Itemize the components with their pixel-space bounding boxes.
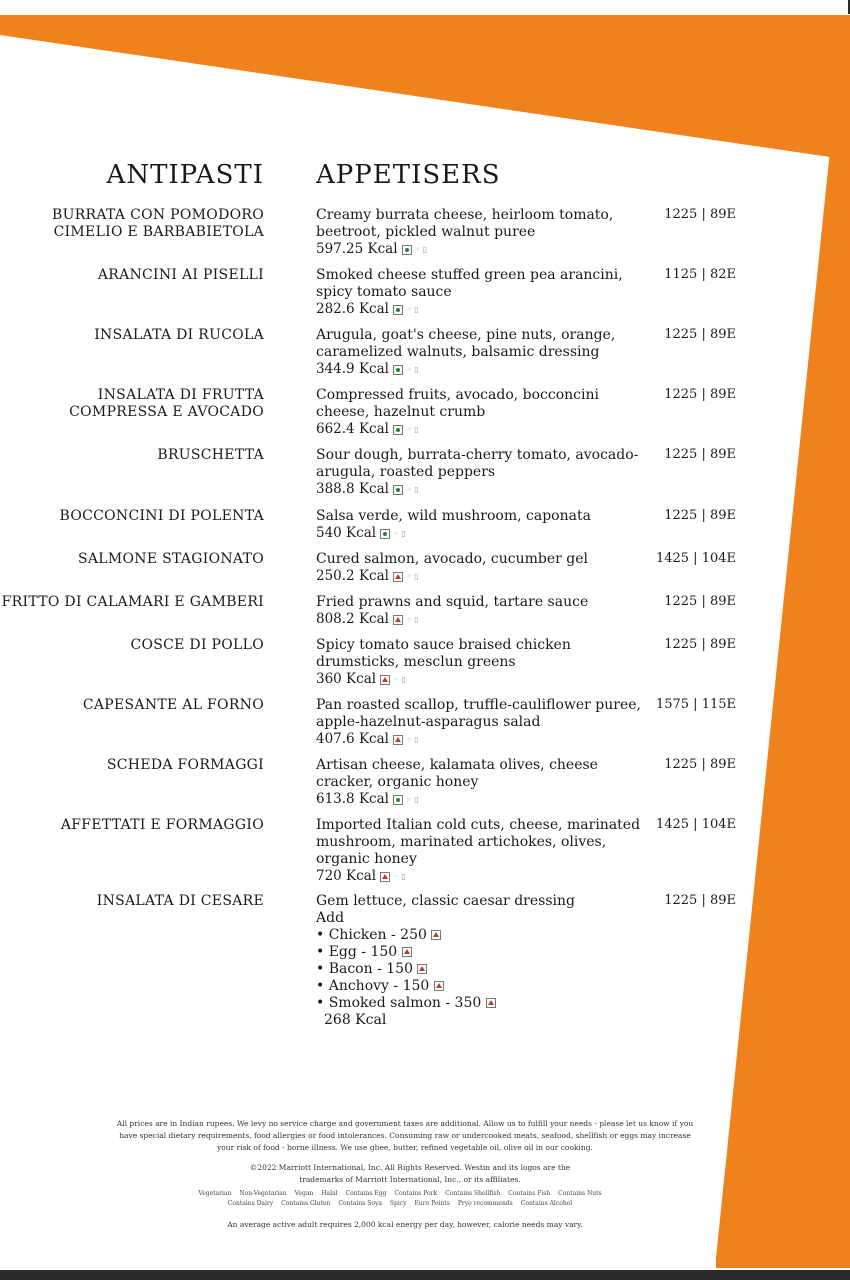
legend-item: Contains Nuts (558, 1190, 602, 1197)
item-kcal: 720 Kcal (316, 868, 377, 884)
item-price: 1425 | 104E (655, 551, 736, 566)
addon-label: • Bacon - 150 (316, 961, 413, 977)
item-price: 1225 | 89E (664, 637, 736, 652)
legend-item: Non-Vegetarian (239, 1190, 287, 1197)
allergen-icons: ◦ ▯ (394, 872, 406, 881)
dietary-legend (185, 1190, 615, 1207)
item-price: 1225 | 89E (664, 594, 736, 609)
legend-item: Contains Fish (508, 1190, 551, 1197)
item-kcal-row (316, 481, 419, 498)
legend-item: Contains Egg (345, 1190, 387, 1197)
vegetarian-icon (393, 365, 403, 375)
item-price: 1125 | 82E (664, 267, 736, 282)
vegetarian-icon (393, 425, 403, 435)
legend-item: Contains Alcohol (520, 1200, 573, 1207)
item-price: 1225 | 89E (664, 387, 736, 402)
item-kcal: 360 Kcal (316, 671, 377, 687)
item-description: Cured salmon, avocado, cucumber gel (316, 551, 589, 567)
vegetarian-icon (402, 245, 412, 255)
legend-item: Contains Soya (338, 1200, 382, 1207)
item-name: AFFETTATI E FORMAGGIO (60, 817, 264, 833)
item-kcal-row (316, 568, 419, 585)
item-description-block (316, 817, 646, 885)
allergen-icons: ◦ ▯ (406, 425, 419, 434)
item-name: SCHEDA FORMAGGI (106, 757, 264, 773)
allergen-icons: ◦ ▯ (406, 305, 419, 314)
item-price: 1225 | 89E (664, 207, 736, 222)
item-price: 1425 | 104E (655, 817, 736, 832)
footer-energy-note: An average active adult requires 2,000 kcal energy per day, however, calorie needs may vary. (227, 1220, 583, 1229)
vegetarian-icon (393, 485, 403, 495)
item-description-block (316, 697, 646, 748)
item-price: 1225 | 89E (664, 327, 736, 342)
non-vegetarian-icon (380, 675, 390, 685)
item-description-block (316, 551, 646, 585)
item-kcal-row (316, 525, 406, 542)
item-kcal-row (316, 671, 406, 688)
item-description: Creamy burrata cheese, heirloom tomato, beetroot, pickled walnut puree (316, 207, 614, 240)
legend-item: Contains Dairy (227, 1200, 274, 1207)
item-description: Gem lettuce, classic caesar dressing (316, 893, 575, 909)
addon-label: • Egg - 150 (316, 944, 398, 960)
item-name: INSALATA DI CESARE (96, 893, 264, 909)
addon-item (316, 978, 646, 995)
item-kcal-row (316, 611, 419, 628)
item-description-block (316, 387, 646, 438)
addon-label: • Anchovy - 150 (316, 978, 430, 994)
legend-item: Vegan (294, 1190, 314, 1197)
legend-item: Contains Gluten (281, 1200, 331, 1207)
allergen-icons: ◦ ▯ (415, 245, 428, 254)
allergen-icons: ◦ ▯ (394, 675, 406, 684)
footer-disclaimer: All prices are in Indian rupees. We levy no service charge and government taxes are additional. Allow us to fulfill your needs - please let us know if you have special dietary requirements, food allergies or food intolerances. Consuming raw or undercooked meats, seafood, shellfish or eggs may increase your risk of food - borne illness. We use ghee, butter, refined vegetable oil, olive oil in our cooking. (116, 1119, 694, 1152)
legend-item: Vegetarian (198, 1190, 232, 1197)
allergen-icons: ◦ ▯ (394, 529, 406, 538)
vegetarian-icon (393, 795, 403, 805)
item-kcal-row (316, 301, 419, 318)
item-price: 1225 | 89E (664, 893, 736, 908)
non-vegetarian-icon (417, 964, 427, 974)
item-kcal-row (316, 791, 419, 808)
item-description-block (316, 207, 646, 258)
item-description: Arugula, goat's cheese, pine nuts, orange, caramelized walnuts, balsamic dressing (316, 327, 616, 360)
non-vegetarian-icon (393, 735, 403, 745)
item-kcal: 540 Kcal (316, 525, 377, 541)
item-kcal: 250.2 Kcal (316, 568, 389, 584)
item-description-block (316, 447, 646, 498)
item-kcal: 282.6 Kcal (316, 301, 389, 317)
item-kcal-row (316, 421, 419, 438)
addons-label: Add (316, 910, 345, 926)
item-name: BOCCONCINI DI POLENTA (59, 508, 264, 524)
non-vegetarian-icon (380, 872, 390, 882)
item-kcal: 808.2 Kcal (316, 611, 389, 627)
item-description-block (316, 267, 646, 318)
item-name: SALMONE STAGIONATO (77, 551, 264, 567)
item-kcal: 344.9 Kcal (316, 361, 389, 377)
legend-item: Pryo recommends (457, 1200, 513, 1207)
legend-item: Spicy (389, 1200, 407, 1207)
legend-item: Halal (321, 1190, 338, 1197)
vegetarian-icon (380, 529, 390, 539)
item-price: 1225 | 89E (664, 447, 736, 462)
section-title-english: APPETISERS (316, 160, 501, 190)
vegetarian-icon (393, 305, 403, 315)
allergen-icons: ◦ ▯ (406, 572, 419, 581)
item-kcal-row (316, 361, 419, 378)
non-vegetarian-icon (434, 981, 444, 991)
non-vegetarian-icon (402, 947, 412, 957)
allergen-icons: ◦ ▯ (406, 615, 419, 624)
non-vegetarian-icon (486, 998, 496, 1008)
allergen-icons: ◦ ▯ (406, 795, 419, 804)
allergen-icons: ◦ ▯ (406, 735, 419, 744)
section-title-italian: ANTIPASTI (106, 160, 264, 190)
legend-item: Contains Pork (394, 1190, 438, 1197)
item-name: ARANCINI AI PISELLI (97, 267, 264, 283)
item-price: 1225 | 89E (664, 508, 736, 523)
item-name: FRITTO DI CALAMARI E GAMBERI (1, 594, 264, 610)
item-description: Imported Italian cold cuts, cheese, marinated mushroom, marinated artichokes, olives, organic honey (316, 817, 641, 867)
item-description: Pan roasted scallop, truffle-cauliflower puree, apple-hazelnut-asparagus salad (316, 697, 642, 730)
item-name: INSALATA DI RUCOLA (94, 327, 264, 343)
item-price: 1575 | 115E (655, 697, 736, 712)
item-description: Compressed fruits, avocado, bocconcini cheese, hazelnut crumb (316, 387, 599, 420)
item-description-block (316, 327, 646, 378)
item-description-block (316, 893, 646, 1029)
addon-item (316, 995, 646, 1012)
item-price: 1225 | 89E (664, 757, 736, 772)
addon-item (316, 944, 646, 961)
item-kcal: 662.4 Kcal (316, 421, 389, 437)
item-name: COSCE DI POLLO (130, 637, 264, 653)
item-kcal-row (316, 731, 419, 748)
item-kcal: 407.6 Kcal (316, 731, 389, 747)
item-description: Spicy tomato sauce braised chicken drumsticks, mesclun greens (316, 637, 571, 670)
item-kcal-row (316, 868, 406, 885)
non-vegetarian-icon (393, 572, 403, 582)
addon-item (316, 927, 646, 944)
item-description: Smoked cheese stuffed green pea arancini, spicy tomato sauce (316, 267, 623, 300)
item-description: Artisan cheese, kalamata olives, cheese cracker, organic honey (316, 757, 598, 790)
item-name: BRUSCHETTA (157, 447, 264, 463)
item-kcal-row (316, 241, 427, 258)
item-description-block (316, 594, 646, 628)
allergen-icons: ◦ ▯ (406, 365, 419, 374)
footer-copyright: ©2022 Marriott International, Inc. All Rights Reserved. Westin and its logos are the trademarks of Marriott International, Inc., or its affiliates. (249, 1163, 571, 1184)
item-kcal: 388.8 Kcal (316, 481, 389, 497)
item-name: CAPESANTE AL FORNO (82, 697, 264, 713)
item-kcal: 268 Kcal (324, 1012, 387, 1028)
non-vegetarian-icon (431, 930, 441, 940)
item-description: Sour dough, burrata-cherry tomato, avocado-arugula, roasted peppers (316, 447, 639, 480)
item-name: INSALATA DI FRUTTA COMPRESSA E AVOCADO (69, 387, 264, 420)
item-description: Fried prawns and squid, tartare sauce (316, 594, 589, 610)
addon-label: • Chicken - 250 (316, 927, 427, 943)
addons-list (316, 927, 646, 1012)
legend-item: Euro Points (414, 1200, 450, 1207)
allergen-icons: ◦ ▯ (406, 485, 419, 494)
item-description-block (316, 637, 646, 688)
addon-label: • Smoked salmon - 350 (316, 995, 482, 1011)
legend-item: Contains Shellfish (445, 1190, 501, 1197)
item-description: Salsa verde, wild mushroom, caponata (316, 508, 591, 524)
item-description-block (316, 757, 646, 808)
item-description-block (316, 508, 646, 542)
item-name: BURRATA CON POMODORO CIMELIO E BARBABIETOLA (52, 207, 264, 240)
item-kcal: 613.8 Kcal (316, 791, 389, 807)
non-vegetarian-icon (393, 615, 403, 625)
item-kcal: 597.25 Kcal (316, 241, 398, 257)
addon-item (316, 961, 646, 978)
